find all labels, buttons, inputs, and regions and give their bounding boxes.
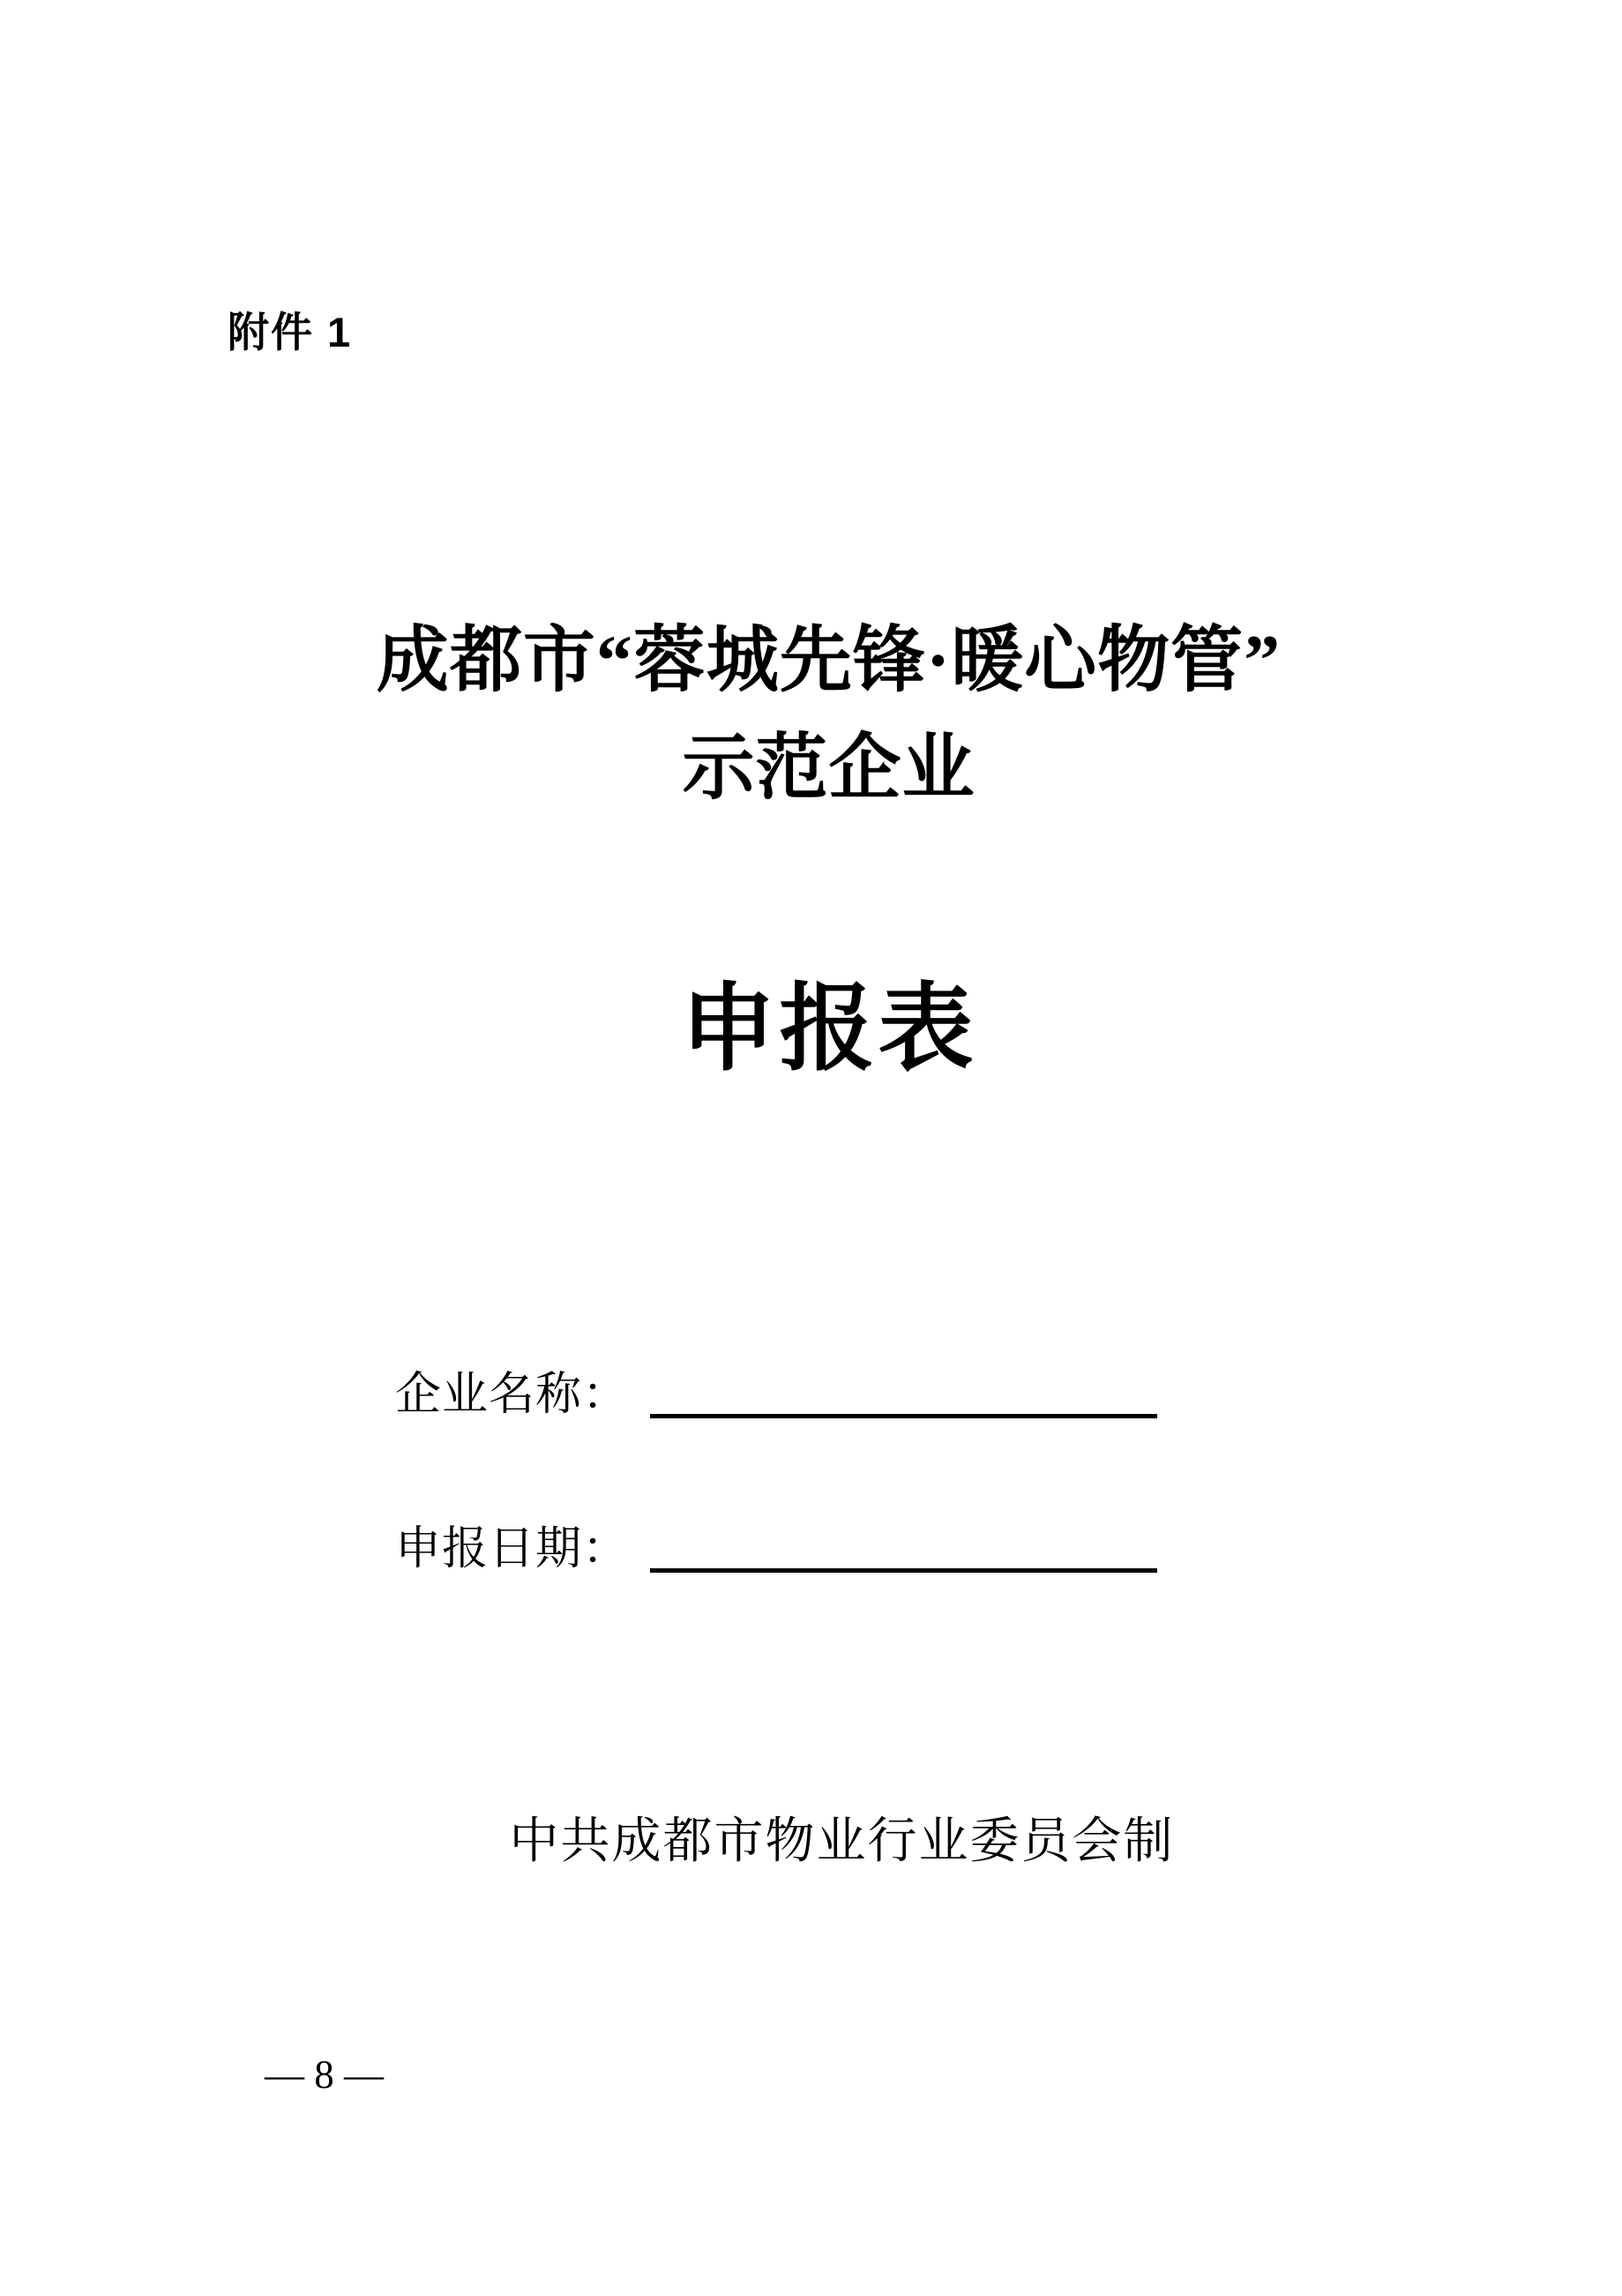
page-number: — 8 — (265, 2053, 384, 2097)
application-date-blank-line (650, 1527, 1157, 1573)
enterprise-name-blank-line (650, 1372, 1157, 1418)
title-line-1: 成都市“蓉城先锋·暖心物管” (376, 620, 1282, 700)
attachment-label: 附件 1 (228, 309, 353, 355)
issuer-line: 中共成都市物业行业委员会制 (509, 1814, 1175, 1869)
title-line-2: 示范企业 (682, 728, 975, 808)
field-enterprise-name (395, 1372, 1157, 1418)
field-application-date (395, 1524, 1157, 1574)
form-title: 申报表 (680, 977, 977, 1082)
enterprise-name-label: 企业名称： (395, 1370, 630, 1420)
document-title (35, 607, 1622, 822)
application-date-label: 申报日期： (395, 1524, 630, 1574)
